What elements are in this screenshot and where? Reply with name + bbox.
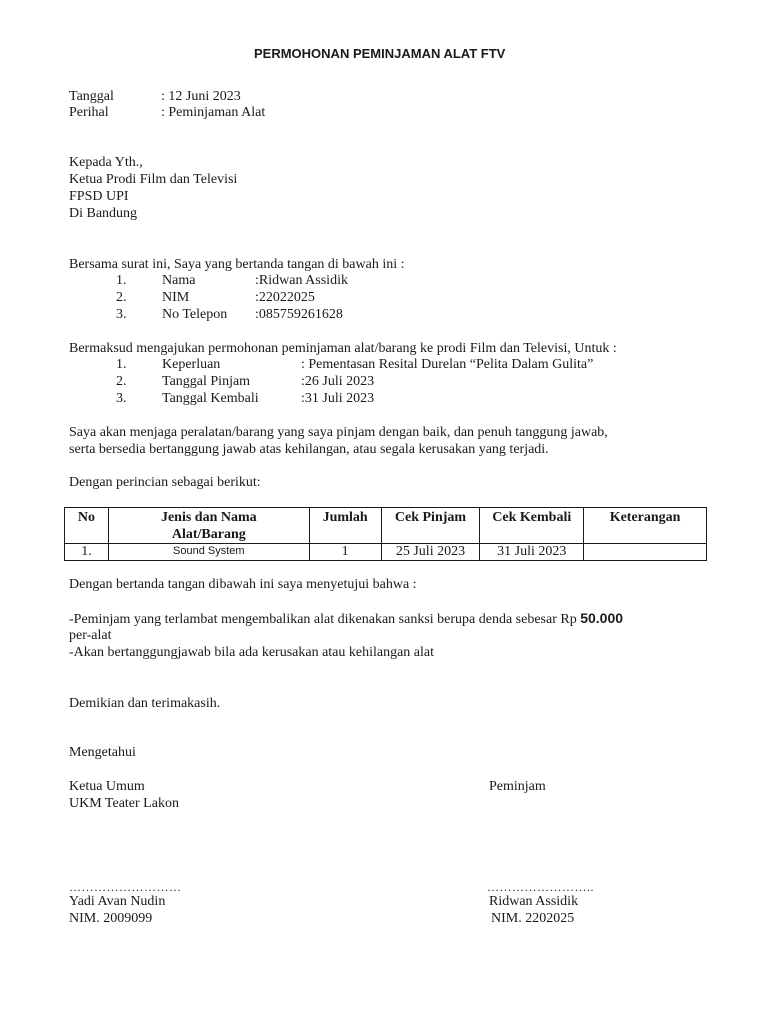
right-signer-name: Ridwan Assidik bbox=[489, 894, 579, 909]
right-signature-line: …………………….. bbox=[487, 880, 594, 894]
purpose-intro: Bermaksud mengajukan permohonan peminjaman alat/barang ke prodi Film dan Televisi, Untuk : bbox=[69, 341, 617, 356]
term-1-text: -Peminjam yang terlambat mengembalikan alat dikenakan sanksi berupa denda sebesar Rp bbox=[69, 612, 581, 627]
recipient-line: Di Bandung bbox=[69, 206, 138, 221]
recipient-line: Ketua Prodi Film dan Televisi bbox=[69, 172, 238, 187]
identity-value: :Ridwan Assidik bbox=[255, 273, 348, 288]
acknowledge-text: Mengetahui bbox=[69, 745, 136, 760]
purpose-value: :26 Juli 2023 bbox=[301, 374, 375, 389]
identity-value: :22022025 bbox=[255, 290, 315, 305]
table-cell-qty: 1 bbox=[309, 544, 381, 561]
column-header: Jenis dan Nama Alat/Barang bbox=[108, 508, 309, 544]
purpose-num: 1. bbox=[116, 357, 127, 372]
details-intro: Dengan perincian sebagai berikut: bbox=[69, 475, 261, 490]
purpose-label: Keperluan bbox=[162, 357, 221, 372]
left-signer-org: UKM Teater Lakon bbox=[69, 796, 179, 811]
closing-text: Demikian dan terimakasih. bbox=[69, 696, 221, 711]
right-signer-nim: NIM. 2202025 bbox=[491, 911, 575, 926]
column-header: Cek Pinjam bbox=[381, 508, 480, 544]
commitment-text: serta bersedia bertanggung jawab atas kehilangan, atau segala kerusakan yang terjadi. bbox=[69, 442, 549, 457]
fine-amount: 50.000 bbox=[580, 610, 624, 626]
items-table bbox=[64, 507, 707, 561]
term-2: -Akan bertanggungjawab bila ada kerusakan atau kehilangan alat bbox=[69, 645, 435, 660]
left-signer-nim: NIM. 2009099 bbox=[69, 911, 153, 926]
table-cell-return: 31 Juli 2023 bbox=[480, 544, 584, 561]
left-signer-title: Ketua Umum bbox=[69, 779, 145, 794]
identity-num: 3. bbox=[116, 307, 127, 322]
recipient-line: FPSD UPI bbox=[69, 189, 129, 204]
identity-label: No Telepon bbox=[162, 307, 228, 322]
column-header: Jumlah bbox=[309, 508, 381, 544]
purpose-label: Tanggal Kembali bbox=[162, 391, 259, 406]
date-value: : 12 Juni 2023 bbox=[161, 89, 241, 104]
identity-num: 2. bbox=[116, 290, 127, 305]
left-signature-line: ……………………… bbox=[69, 880, 182, 894]
subject-value: : Peminjaman Alat bbox=[161, 105, 266, 120]
table-cell-item: Sound System bbox=[108, 544, 309, 561]
commitment-text: Saya akan menjaga peralatan/barang yang saya pinjam dengan baik, dan penuh tanggung jawab, bbox=[69, 425, 608, 440]
identity-label: NIM bbox=[162, 290, 190, 305]
table-cell-note bbox=[584, 544, 707, 561]
table-cell-borrow: 25 Juli 2023 bbox=[381, 544, 480, 561]
purpose-num: 2. bbox=[116, 374, 127, 389]
subject-label: Perihal bbox=[69, 105, 109, 120]
table-cell-no: 1. bbox=[65, 544, 109, 561]
date-label: Tanggal bbox=[69, 89, 114, 104]
column-header: No bbox=[65, 508, 109, 544]
intro-text: Bersama surat ini, Saya yang bertanda tangan di bawah ini : bbox=[69, 257, 405, 272]
purpose-label: Tanggal Pinjam bbox=[162, 374, 251, 389]
purpose-num: 3. bbox=[116, 391, 127, 406]
column-header: Keterangan bbox=[584, 508, 707, 544]
column-header: Cek Kembali bbox=[480, 508, 584, 544]
document-title: PERMOHONAN PEMINJAMAN ALAT FTV bbox=[254, 46, 506, 61]
identity-num: 1. bbox=[116, 273, 127, 288]
purpose-value: :31 Juli 2023 bbox=[301, 391, 375, 406]
table-header-row bbox=[65, 508, 707, 544]
left-signer-name: Yadi Avan Nudin bbox=[69, 894, 166, 909]
agreement-intro: Dengan bertanda tangan dibawah ini saya menyetujui bahwa : bbox=[69, 577, 417, 592]
purpose-value: : Pementasan Resital Durelan “Pelita Dalam Gulita” bbox=[301, 357, 594, 372]
identity-label: Nama bbox=[162, 273, 196, 288]
identity-value: :085759261628 bbox=[255, 307, 343, 322]
recipient-line: Kepada Yth., bbox=[69, 155, 143, 170]
table-row bbox=[65, 544, 707, 561]
term-1 bbox=[69, 610, 623, 628]
right-signer-title: Peminjam bbox=[489, 779, 546, 794]
term-1-suffix: per-alat bbox=[69, 628, 112, 643]
